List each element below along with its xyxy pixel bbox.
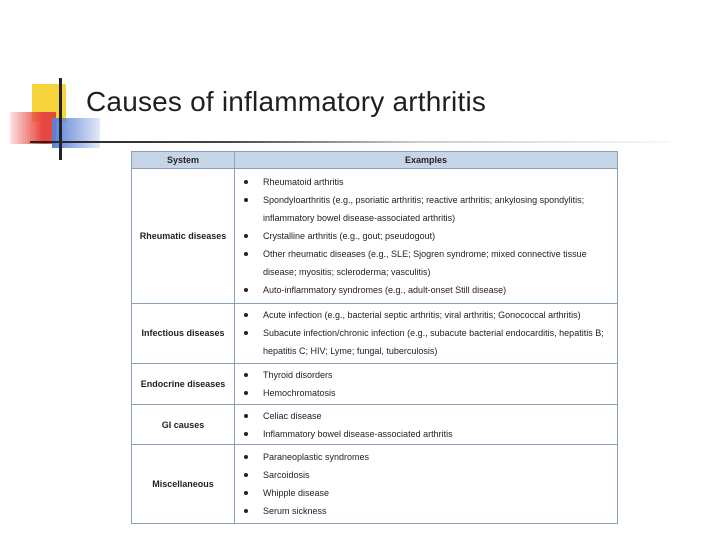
decorative-vertical-line — [59, 78, 62, 160]
table-row — [132, 304, 618, 364]
system-cell: GI causes — [132, 404, 235, 445]
list-item: Sarcoidosis — [239, 466, 613, 484]
examples-list — [239, 448, 613, 520]
list-item: Thyroid disorders — [239, 366, 613, 384]
system-cell: Infectious diseases — [132, 304, 235, 364]
list-item: Serum sickness — [239, 502, 613, 520]
examples-list — [239, 306, 613, 360]
table-row — [132, 363, 618, 404]
decorative-horizontal-line — [30, 141, 670, 143]
list-item: Hemochromatosis — [239, 384, 613, 402]
list-item: Subacute infection/chronic infection (e.g., subacute bacterial endocarditis, hepatitis B; hepatitis C; HIV; Lyme; fungal, tuberculosis) — [239, 324, 613, 360]
examples-cell — [235, 404, 618, 445]
system-cell: Endocrine diseases — [132, 363, 235, 404]
examples-list — [239, 173, 613, 299]
list-item: Celiac disease — [239, 407, 613, 425]
list-item: Paraneoplastic syndromes — [239, 448, 613, 466]
examples-cell — [235, 169, 618, 304]
causes-table-container — [131, 151, 618, 524]
list-item: Acute infection (e.g., bacterial septic arthritis; viral arthritis; Gonococcal arthritis) — [239, 306, 613, 324]
list-item: Inflammatory bowel disease-associated arthritis — [239, 425, 613, 443]
system-cell: Miscellaneous — [132, 445, 235, 524]
examples-cell — [235, 304, 618, 364]
header-system: System — [132, 152, 235, 169]
list-item: Rheumatoid arthritis — [239, 173, 613, 191]
list-item: Auto-inflammatory syndromes (e.g., adult-onset Still disease) — [239, 281, 613, 299]
examples-cell — [235, 445, 618, 524]
list-item: Crystalline arthritis (e.g., gout; pseudogout) — [239, 227, 613, 245]
examples-cell — [235, 363, 618, 404]
list-item: Spondyloarthritis (e.g., psoriatic arthritis; reactive arthritis; ankylosing spondylitis; inflammatory bowel disease-associated arthritis) — [239, 191, 613, 227]
table-row — [132, 404, 618, 445]
system-cell: Rheumatic diseases — [132, 169, 235, 304]
decorative-red-bar — [10, 112, 56, 144]
table-row — [132, 445, 618, 524]
list-item: Other rheumatic diseases (e.g., SLE; Sjogren syndrome; mixed connective tissue disease; myositis; scleroderma; vasculitis) — [239, 245, 613, 281]
slide-title: Causes of inflammatory arthritis — [86, 86, 487, 117]
header-examples: Examples — [235, 152, 618, 169]
examples-list — [239, 366, 613, 402]
table-row — [132, 169, 618, 304]
table-header-row — [132, 152, 618, 169]
examples-list — [239, 407, 613, 443]
list-item: Whipple disease — [239, 484, 613, 502]
causes-table — [131, 151, 618, 524]
